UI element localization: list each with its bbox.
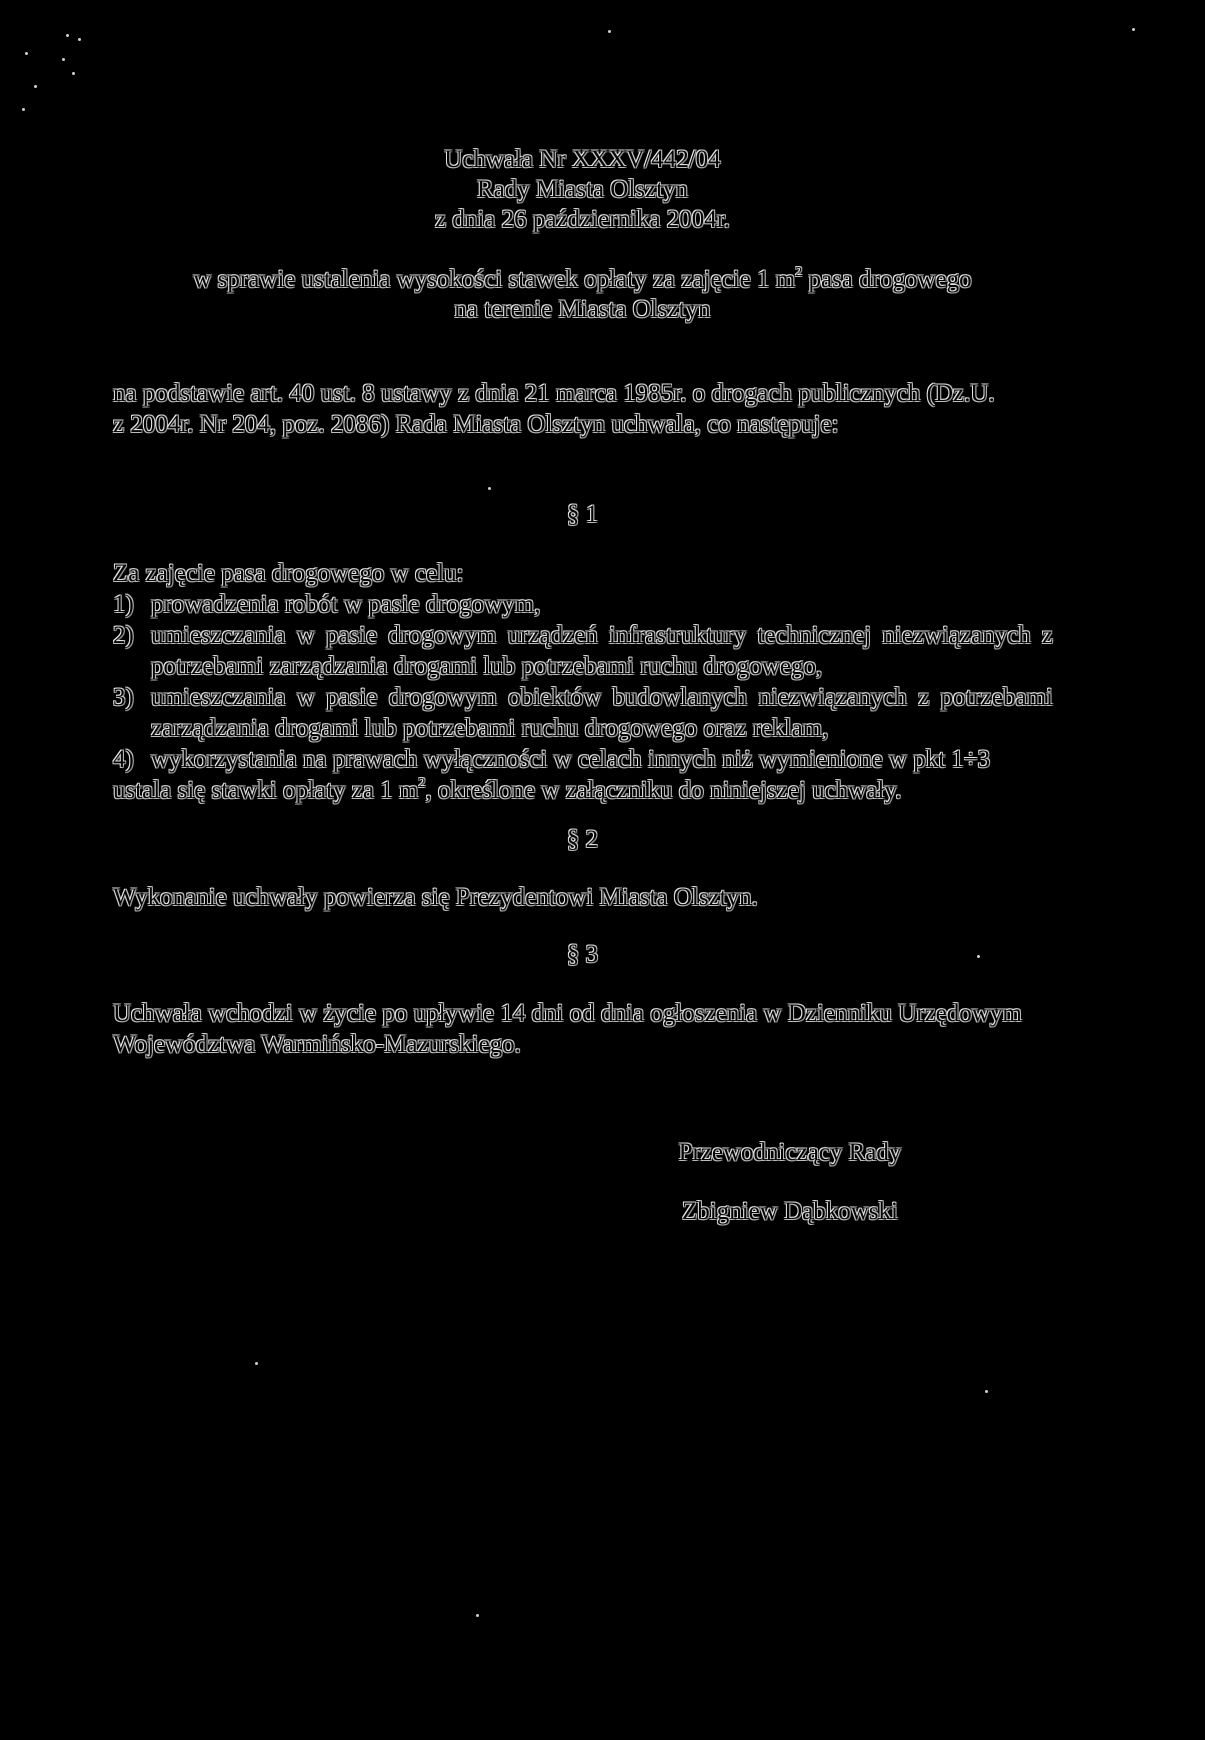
scan-speck: [62, 58, 65, 61]
scan-speck: [72, 72, 75, 75]
section-3-line-2: Województwa Warmińsko-Mazurskiego.: [113, 1031, 521, 1058]
scan-speck: [25, 52, 28, 55]
scan-speck: [78, 38, 81, 41]
section-3-body: [113, 998, 1053, 1060]
list-item: 4) wykorzystania na prawach wyłączności w celach innych niż wymienione w pkt 1÷3: [113, 746, 991, 773]
resolution-number: Uchwała Nr XXXV/442/04: [444, 146, 721, 173]
section-2-mark: § 2: [566, 826, 599, 853]
section-3-line-1: Uchwała wchodzi w życie po upływie 14 dni od dnia ogłoszenia w Dzienniku Urzędowym: [113, 1000, 1022, 1027]
preamble: [113, 378, 1053, 440]
scan-speck: [985, 1390, 988, 1393]
resolution-date: z dnia 26 października 2004r.: [434, 206, 731, 233]
preamble-line-1: na podstawie art. 40 ust. 8 ustawy z dnia 21 marca 1985r. o drogach publicznych (Dz.U.: [113, 380, 995, 407]
subject-line-1: w sprawie ustalenia wysokości stawek opłaty za zajęcie 1 $m^2$ pasa drogowego: [193, 264, 972, 293]
section-1-body: [113, 558, 1053, 806]
scan-speck: [66, 34, 69, 37]
list-item: 1) prowadzenia robót w pasie drogowym,: [113, 591, 541, 618]
scan-speck: [476, 1614, 479, 1617]
list-item: 3) umieszczania w pasie drogowym obiektów budowlanych niezwiązanych z potrzebami zarządzania drogami lub potrzebami ruchu drogowego oraz reklam,: [113, 684, 1053, 742]
section-2-text: Wykonanie uchwały powierza się Prezydentowi Miasta Olsztyn.: [113, 884, 758, 911]
scan-speck: [255, 1362, 258, 1365]
resolution-subject: [0, 265, 1165, 325]
section-1-closing: ustala się stawki opłaty za 1 $m^2$, określone w załączniku do niniejszej uchwały.: [113, 775, 902, 804]
section-1-intro: Za zajęcie pasa drogowego w celu:: [113, 560, 464, 587]
scan-speck: [608, 30, 611, 33]
signature-name: Zbigniew Dąbkowski: [682, 1198, 898, 1225]
signature-title: Przewodniczący Rady: [678, 1139, 902, 1166]
preamble-line-2: z 2004r. Nr 204, poz. 2086) Rada Miasta Olsztyn uchwala, co następuje:: [113, 411, 839, 438]
resolution-header: [0, 145, 1165, 235]
council-name: Rady Miasta Olsztyn: [476, 176, 689, 203]
scan-speck: [1132, 28, 1135, 31]
section-1-mark: § 1: [566, 501, 599, 528]
section-3-mark: § 3: [566, 941, 599, 968]
scan-speck: [34, 85, 37, 88]
scan-speck: [488, 487, 491, 490]
list-item: 2) umieszczania w pasie drogowym urządzeń infrastruktury technicznej niezwiązanych z potrzebami zarządzania drogami lub potrzebami ruchu drogowego,: [113, 622, 1053, 680]
scan-speck: [22, 108, 25, 111]
section-1-list: [113, 589, 1053, 775]
subject-line-2: na terenie Miasta Olsztyn: [454, 296, 711, 323]
